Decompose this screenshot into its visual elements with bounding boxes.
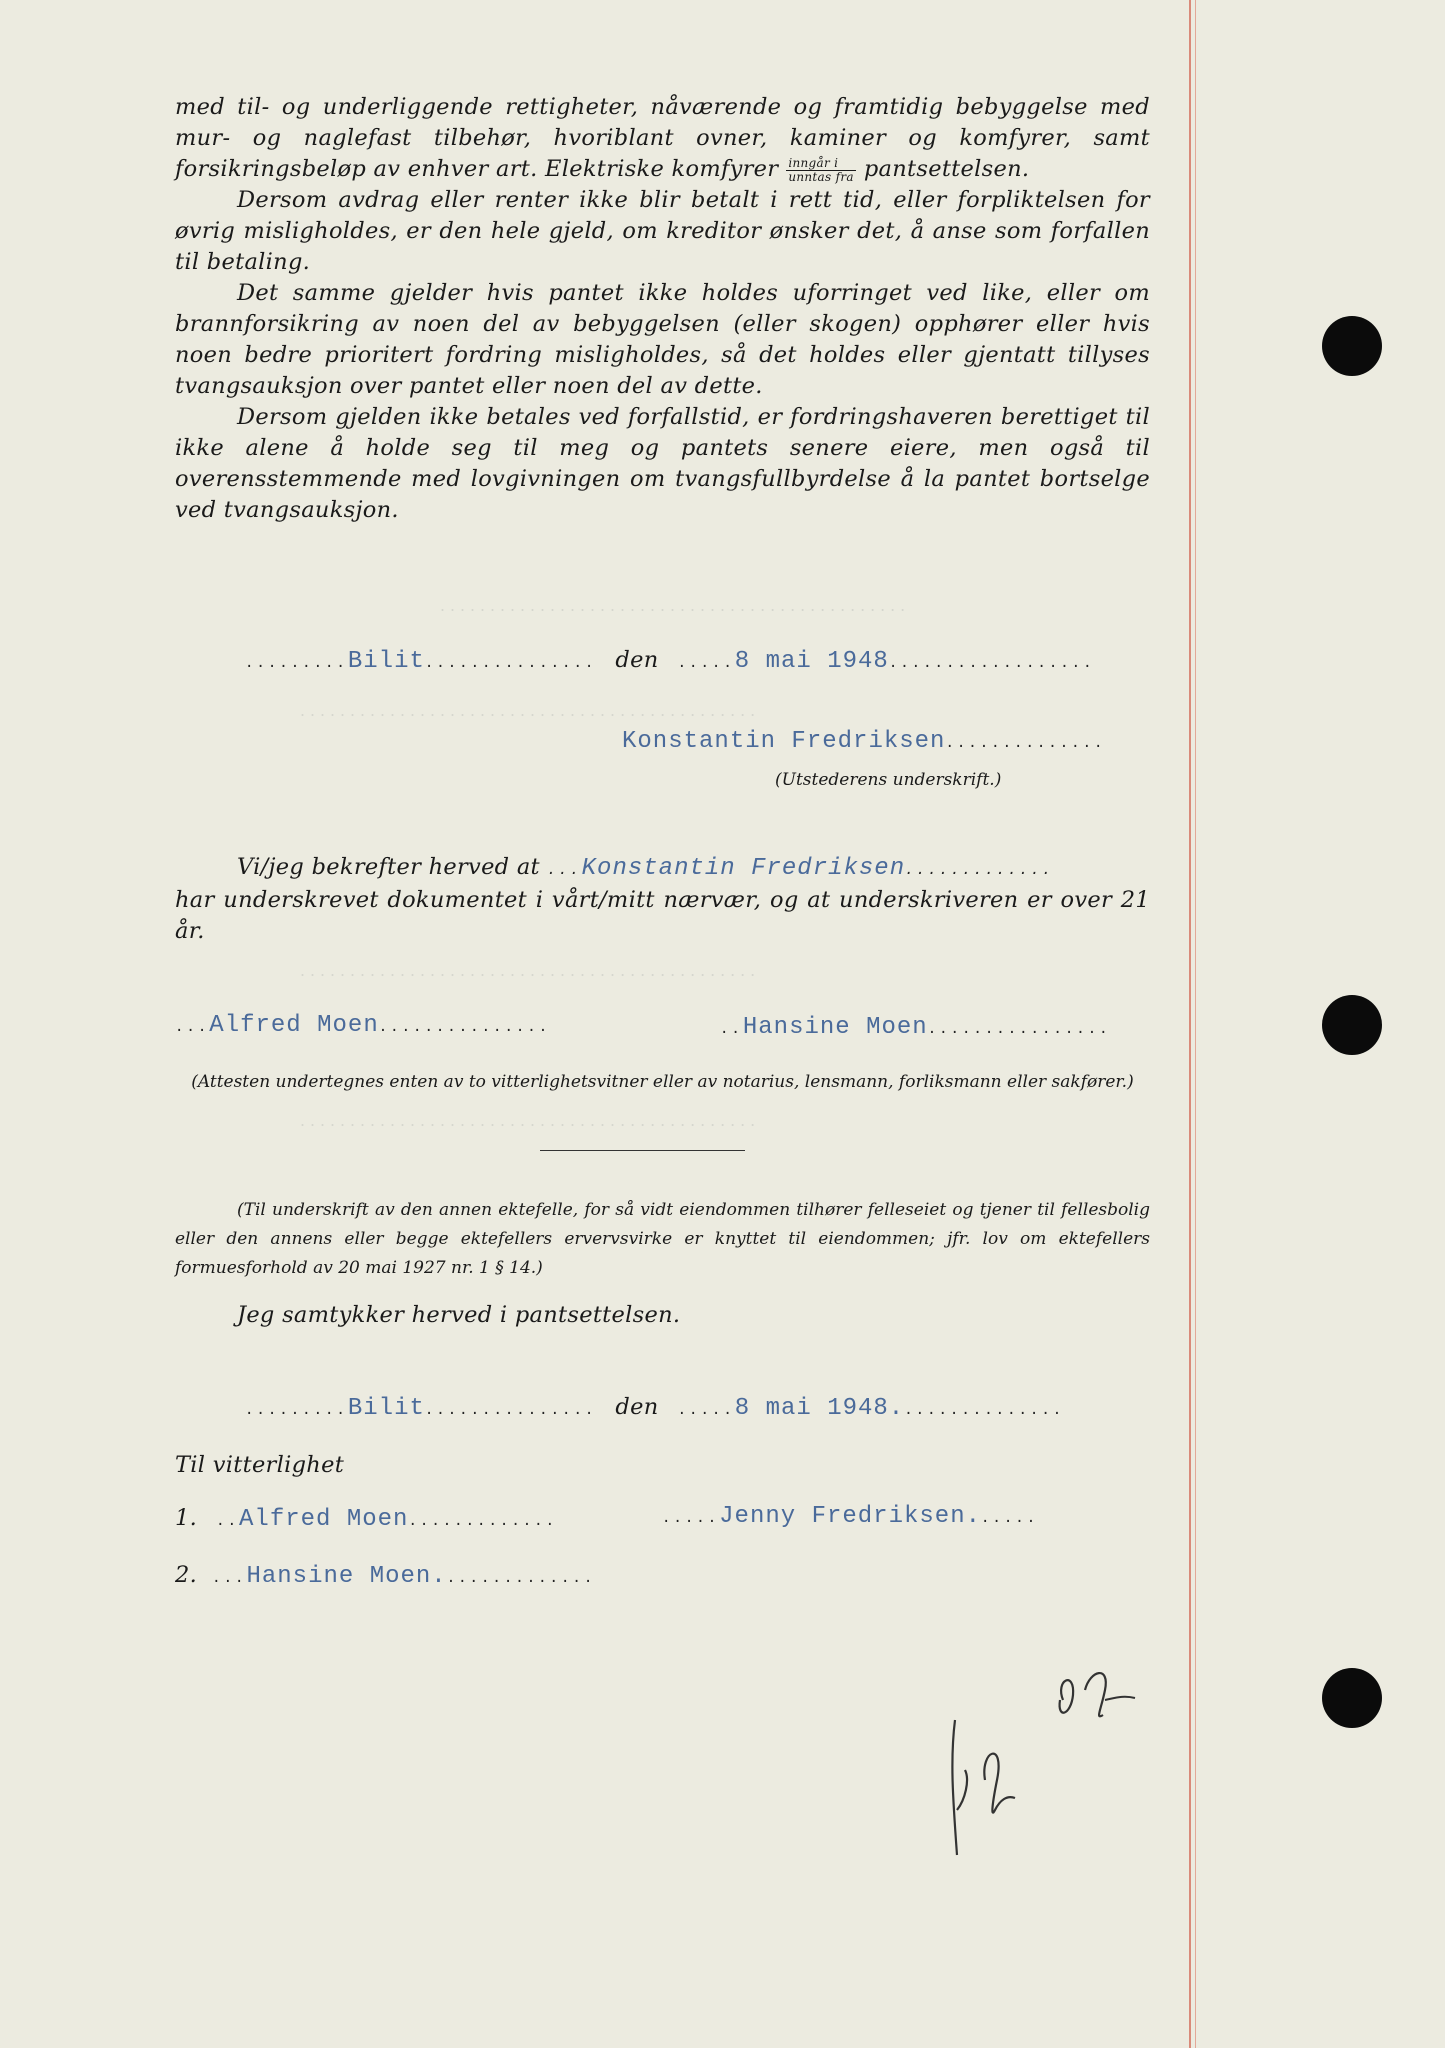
margin-rule bbox=[1189, 0, 1191, 2048]
vitterlighet-row-2: 2. ...Hansine Moen.............. bbox=[175, 1562, 596, 1590]
place-value-2: Bilit bbox=[347, 1395, 425, 1422]
paragraph-maintenance: Det samme gjelder hvis pantet ikke holdes uforringet ved like, eller om brannforsikring av noen del av bebyggelsen (eller skogen) opphører eller hvis noen bedre prioritert fordring misligholdes, så det holdes eller gjentatt tillyses tvangsauksjon over pantet eller noen del av dette. bbox=[175, 280, 1150, 399]
issuer-signature-line: Konstantin Fredriksen.............. bbox=[622, 728, 1106, 755]
witness-confirm-text: har underskrevet dokumentet i vårt/mitt nærvær, og at underskriveren er over 21 år. bbox=[175, 887, 1150, 944]
witness2-name: Hansine Moen bbox=[742, 1014, 928, 1041]
spouse-note: (Til underskrift av den annen ektefelle, for så vidt eiendommen tilhører felleseiet og tjener til fellesbolig eller den annens eller begge ektefellers ervervsvirke er knyttet til eiendommen; jfr. lov om ektefellers formuesforhold av 20 mai 1927 nr. 1 § 14.) bbox=[175, 1200, 1150, 1278]
witness-signatures: ...Alfred Moen............... bbox=[175, 1012, 551, 1039]
spouse-name: Jenny Fredriksen. bbox=[719, 1503, 981, 1530]
section-divider bbox=[540, 1150, 745, 1151]
show-through-text: . . . . . . . . . . . . . . . . . . . . . . . . . . . . . . . . . . . . . . . . . . . . . . bbox=[300, 700, 756, 720]
place-date-line: .........Bilit............... den .....8 mai 1948.................. bbox=[245, 647, 1095, 675]
place-date-line-2: .........Bilit............... den .....8 mai 1948............... bbox=[245, 1394, 1065, 1422]
fraction-choice: $\frac{\text{inngår i}}{\text{unntas fra}}$ bbox=[788, 155, 854, 184]
margin-rule-secondary bbox=[1195, 0, 1196, 2048]
paragraph-enforcement: Dersom gjelden ikke betales ved forfallstid, er fordringshaveren berettiget til ikke alene å holde seg til meg og pantets senere eiere, men også til overensstemmende med lovgivningen om tvangsfullbyrdelse å la pantet bortselge ved tvangsauksjon. bbox=[175, 404, 1150, 523]
show-through-text: . . . . . . . . . . . . . . . . . . . . . . . . . . . . . . . . . . . . . . . . . . . . . . . bbox=[440, 595, 906, 615]
body-text bbox=[175, 92, 1150, 526]
consent-statement: Jeg samtykker herved i pantsettelsen. bbox=[237, 1302, 681, 1328]
handwritten-initials bbox=[945, 1660, 1175, 1860]
vitterlighet-witness-2: Hansine Moen. bbox=[246, 1563, 447, 1590]
show-through-text: . . . . . . . . . . . . . . . . . . . . . . . . . . . . . . . . . . . . . . . . . . . . . . bbox=[300, 1110, 756, 1130]
punch-hole-bottom bbox=[1322, 1668, 1382, 1728]
witness1-name: Alfred Moen bbox=[209, 1012, 379, 1039]
witness2-signature: ..Hansine Moen................ bbox=[720, 1014, 1111, 1041]
witness-caption: (Attesten undertegnes enten av to vitterlighetsvitner eller av notarius, lensmann, forliksmann eller sakfører.) bbox=[191, 1072, 1134, 1092]
vitterlighet-row-1: 1. ..Alfred Moen............. bbox=[175, 1505, 558, 1533]
den-label-2: den bbox=[615, 1394, 659, 1420]
date-value-2: 8 mai 1948. bbox=[734, 1395, 905, 1422]
punch-hole-middle bbox=[1322, 995, 1382, 1055]
paragraph-assets: med til- og underliggende rettigheter, nåværende og framtidig bebyggelse med mur- og naglefast tilbehør, hvoriblant ovner, kaminer og komfyrer, samt forsikringsbeløp av enhver art. Elektriske komfyrer $\frac{\text{inngår i}}{\text{unntas fra}}$ pantsettelsen. bbox=[175, 94, 1150, 184]
place-value: Bilit bbox=[347, 648, 425, 675]
paragraph-default: Dersom avdrag eller renter ikke blir betalt i rett tid, eller forpliktelsen for øvrig misligholdes, er den hele gjeld, om kreditor ønsker det, å anse som forfallen til betaling. bbox=[175, 187, 1150, 275]
punch-hole-top bbox=[1322, 316, 1382, 376]
vitterlighet-witness-1: Alfred Moen bbox=[239, 1506, 409, 1533]
spouse-signature-line: .....Jenny Fredriksen...... bbox=[662, 1503, 1039, 1530]
show-through-text: . . . . . . . . . . . . . . . . . . . . . . . . . . . . . . . . . . . . . . . . . . . . . . bbox=[300, 960, 756, 980]
date-value: 8 mai 1948 bbox=[734, 648, 889, 675]
confirm-name: Konstantin Fredriksen bbox=[581, 855, 906, 882]
issuer-name: Konstantin Fredriksen bbox=[622, 728, 946, 755]
witness-confirm-line: Vi/jeg bekrefter herved at ...Konstantin Fredriksen............. bbox=[237, 854, 1054, 882]
issuer-caption: (Utstederens underskrift.) bbox=[775, 770, 1002, 790]
den-label: den bbox=[615, 647, 659, 673]
vitterlighet-label: Til vitterlighet bbox=[175, 1452, 345, 1478]
